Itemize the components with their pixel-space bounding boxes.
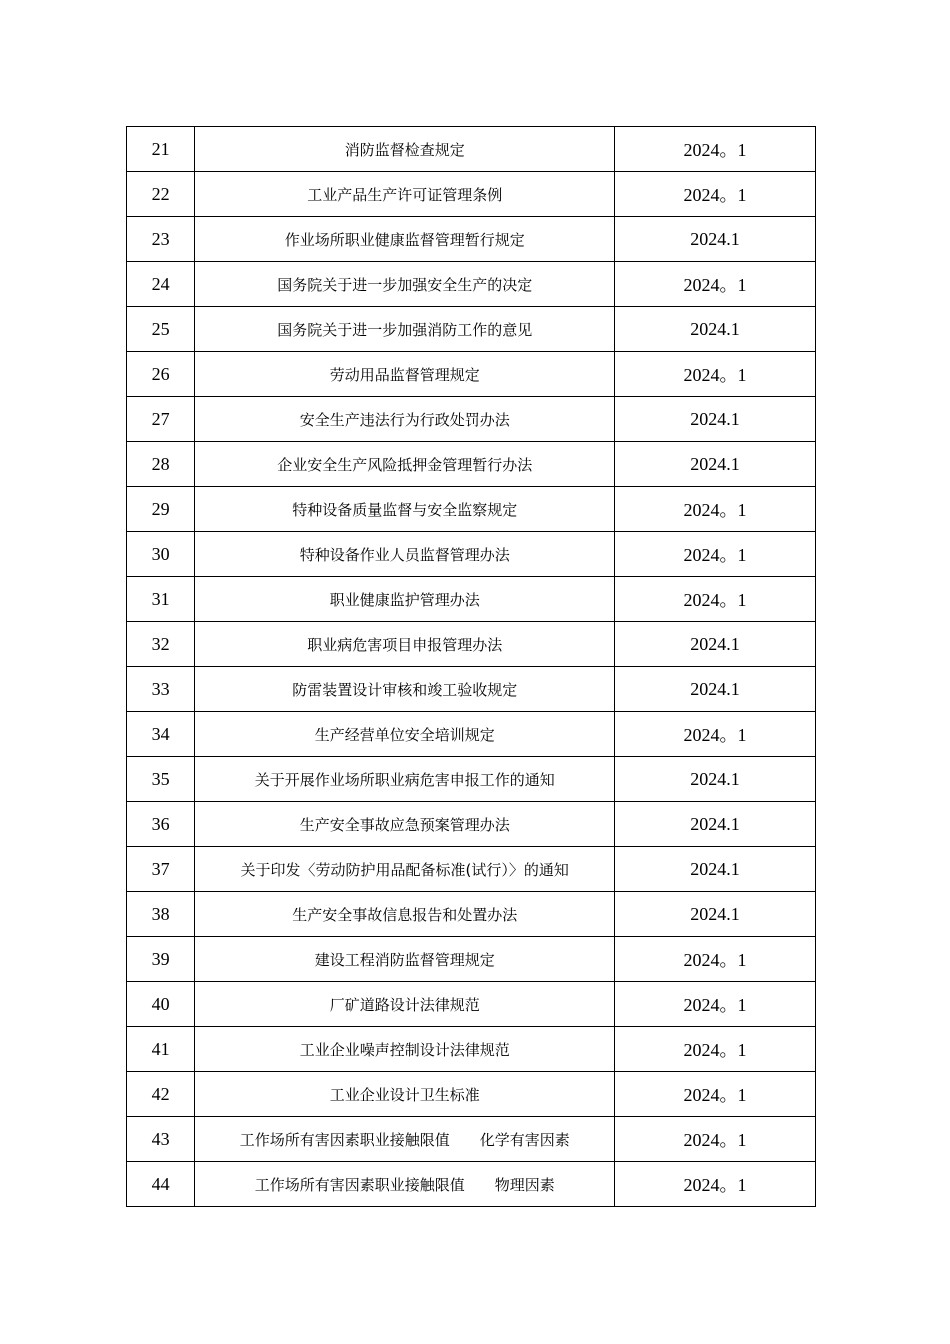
row-number: 43 [127, 1117, 195, 1162]
row-number: 39 [127, 937, 195, 982]
regulation-date: 2024。1 [615, 577, 816, 622]
regulation-title: 关于开展作业场所职业病危害申报工作的通知 [195, 757, 615, 802]
row-number: 27 [127, 397, 195, 442]
regulation-title: 企业安全生产风险抵押金管理暂行办法 [195, 442, 615, 487]
table-row [127, 262, 816, 307]
regulation-date: 2024.1 [615, 847, 816, 892]
table-row [127, 397, 816, 442]
table-row [127, 487, 816, 532]
regulation-title: 关于印发〈劳动防护用品配备标准(试行）〉的通知 [195, 847, 615, 892]
regulation-title: 生产安全事故信息报告和处置办法 [195, 892, 615, 937]
row-number: 29 [127, 487, 195, 532]
regulation-title: 特种设备质量监督与安全监察规定 [195, 487, 615, 532]
table-row [127, 1072, 816, 1117]
row-number: 38 [127, 892, 195, 937]
table-row [127, 532, 816, 577]
row-number: 23 [127, 217, 195, 262]
regulation-title: 防雷装置设计审核和竣工验收规定 [195, 667, 615, 712]
table-row [127, 127, 816, 172]
regulation-title: 劳动用品监督管理规定 [195, 352, 615, 397]
regulation-title: 生产经营单位安全培训规定 [195, 712, 615, 757]
row-number: 34 [127, 712, 195, 757]
regulation-date: 2024。1 [615, 352, 816, 397]
table-row [127, 667, 816, 712]
regulation-date: 2024。1 [615, 127, 816, 172]
row-number: 37 [127, 847, 195, 892]
regulation-date: 2024。1 [615, 937, 816, 982]
regulation-title: 工业产品生产许可证管理条例 [195, 172, 615, 217]
table-row [127, 712, 816, 757]
regulation-title: 工业企业噪声控制设计法律规范 [195, 1027, 615, 1072]
regulation-date: 2024.1 [615, 802, 816, 847]
regulation-title: 安全生产违法行为行政处罚办法 [195, 397, 615, 442]
table-row [127, 307, 816, 352]
regulation-title: 特种设备作业人员监督管理办法 [195, 532, 615, 577]
table-row [127, 352, 816, 397]
regulation-date: 2024.1 [615, 442, 816, 487]
table-row [127, 757, 816, 802]
regulation-date: 2024.1 [615, 307, 816, 352]
regulation-title: 作业场所职业健康监督管理暂行规定 [195, 217, 615, 262]
regulation-date: 2024。1 [615, 532, 816, 577]
regulation-title: 工作场所有害因素职业接触限值 化学有害因素 [195, 1117, 615, 1162]
regulation-date: 2024。1 [615, 1072, 816, 1117]
regulation-date: 2024。1 [615, 1162, 816, 1207]
table-row [127, 802, 816, 847]
regulation-title: 职业病危害项目申报管理办法 [195, 622, 615, 667]
regulation-date: 2024。1 [615, 262, 816, 307]
regulation-title: 消防监督检查规定 [195, 127, 615, 172]
regulation-title: 生产安全事故应急预案管理办法 [195, 802, 615, 847]
row-number: 28 [127, 442, 195, 487]
row-number: 24 [127, 262, 195, 307]
row-number: 25 [127, 307, 195, 352]
regulation-date: 2024.1 [615, 622, 816, 667]
regulation-date: 2024.1 [615, 892, 816, 937]
row-number: 21 [127, 127, 195, 172]
regulation-date: 2024。1 [615, 712, 816, 757]
regulation-date: 2024.1 [615, 397, 816, 442]
regulation-title: 工业企业设计卫生标准 [195, 1072, 615, 1117]
regulation-title: 国务院关于进一步加强消防工作的意见 [195, 307, 615, 352]
regulation-title: 国务院关于进一步加强安全生产的决定 [195, 262, 615, 307]
row-number: 44 [127, 1162, 195, 1207]
regulation-date: 2024.1 [615, 667, 816, 712]
row-number: 33 [127, 667, 195, 712]
regulation-date: 2024。1 [615, 1027, 816, 1072]
row-number: 36 [127, 802, 195, 847]
row-number: 26 [127, 352, 195, 397]
regulation-date: 2024。1 [615, 982, 816, 1027]
row-number: 32 [127, 622, 195, 667]
table-row [127, 1027, 816, 1072]
table-row [127, 937, 816, 982]
table-row [127, 847, 816, 892]
table-row [127, 577, 816, 622]
regulation-date: 2024。1 [615, 172, 816, 217]
table-row [127, 982, 816, 1027]
regulation-title: 厂矿道路设计法律规范 [195, 982, 615, 1027]
table-row [127, 217, 816, 262]
regulation-date: 2024。1 [615, 487, 816, 532]
regulation-title: 建设工程消防监督管理规定 [195, 937, 615, 982]
table-row [127, 892, 816, 937]
row-number: 22 [127, 172, 195, 217]
regulation-date: 2024.1 [615, 757, 816, 802]
regulation-title: 工作场所有害因素职业接触限值 物理因素 [195, 1162, 615, 1207]
table-row [127, 1162, 816, 1207]
table-row [127, 172, 816, 217]
regulation-date: 2024.1 [615, 217, 816, 262]
table-row [127, 1117, 816, 1162]
table-body [127, 127, 816, 1207]
row-number: 31 [127, 577, 195, 622]
row-number: 41 [127, 1027, 195, 1072]
regulations-table [126, 126, 816, 1207]
row-number: 30 [127, 532, 195, 577]
table-row [127, 622, 816, 667]
table-row [127, 442, 816, 487]
regulation-title: 职业健康监护管理办法 [195, 577, 615, 622]
regulation-date: 2024。1 [615, 1117, 816, 1162]
row-number: 35 [127, 757, 195, 802]
row-number: 42 [127, 1072, 195, 1117]
row-number: 40 [127, 982, 195, 1027]
